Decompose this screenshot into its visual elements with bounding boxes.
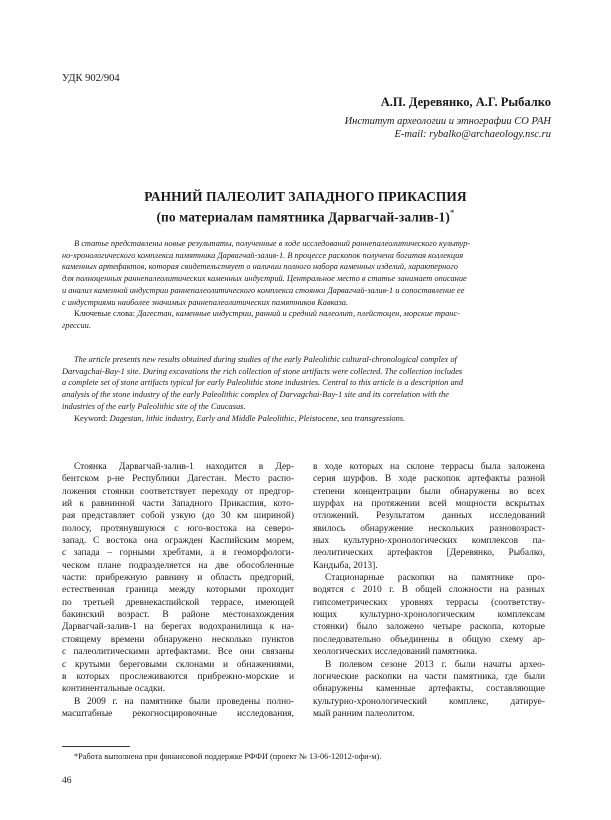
abstract-en-line: a complete set of stone artifacts typical for early Paleolithic stone industries. Central to this article is a description and	[62, 378, 464, 388]
body-column-right	[313, 461, 545, 720]
body-line: запад. С востока она огражден Каспийским морем,	[62, 536, 294, 547]
body-line: бакинский возраст. В районе местонахождения	[62, 610, 294, 621]
abstract-en	[62, 354, 551, 424]
title-line-1: РАННИЙ ПАЛЕОЛИТ ЗАПАДНОГО ПРИКАСПИЯ	[144, 189, 467, 204]
email: E-mail: rybalko@archaeology.nsc.ru	[394, 129, 551, 140]
keywords-ru-label: Ключевые слова:	[74, 309, 135, 319]
abstract-ru-line: но-хронологического комплекса памятника Дарвагчай-залив-1. В процессе раскопок получена богатая коллекция	[62, 250, 464, 260]
keywords-ru-cont	[62, 320, 551, 332]
body-column-left	[62, 461, 294, 720]
body-line: В 2009 г. на памятнике были проведены полно-	[74, 696, 294, 707]
abstract-ru-line: и анализ каменной индустрии раннепалеолитического комплекса стоянки Дарвагчай-залив-1 и сопоставление ее	[62, 285, 465, 295]
institution: Институт археологии и этнографии СО РАН	[344, 116, 551, 127]
body-line: степени концентрации были обнаружены во всех	[313, 486, 545, 497]
authors: А.П. Деревянко, А.Г. Рыбалко	[380, 95, 551, 109]
body-line: Стационарные раскопки на памятнике про-	[325, 573, 545, 584]
abstract-en-line: industries of the early Paleolithic site of the Caucasus.	[62, 401, 246, 411]
body-line: рая представляет собой узкую (до 30 км шириной)	[62, 511, 294, 522]
body-line: с крутыми береговыми склонами и обнажениями,	[62, 659, 294, 670]
body-line: ий к равнинной части Западного Прикаспия, кото-	[62, 499, 294, 510]
body-line: последовательно объединены в общую схему ар-	[313, 634, 545, 645]
body-line: Дарвагчай-залив-1 на берегах водохранилища к на-	[62, 622, 294, 633]
footnote: *Работа выполнена при финансовой поддержке РФФИ (проект № 13-06-12012-офи-м).	[74, 752, 382, 761]
body-line: ющих культурно-хронологическим комплексам	[313, 610, 545, 621]
body-line: гипсометрических уровнях террасы (соответству-	[313, 597, 545, 608]
body-line: в которых прослеживаются прибрежно-морские и	[62, 671, 294, 682]
body-line: ческом плане подразделяется на две обособленные	[62, 560, 294, 571]
title-line-2	[60, 205, 551, 225]
body-line: по третьей древнекаспийской террасе, имеющей	[62, 597, 294, 608]
keywords-en	[62, 413, 551, 425]
keywords-en-value: Dagestan, lithic industry, Early and Middle Paleolithic, Pleistocene, sea transgressions.	[109, 413, 406, 423]
abstract-en-line: Darvagchai-Bay-1 site. During excavations the rich collection of stone artifacts were collected. The collection includes	[62, 366, 463, 376]
body-line: Стоянка Дарвагчай-залив-1 находится в Дер-	[74, 462, 294, 472]
body-line: леолитических артефактов [Деревянко, Рыбалко,	[313, 548, 545, 559]
body-line: стоянки) было заложено четыре раскопа, которые	[313, 622, 545, 633]
body-line: стоящему времени обнаружено несколько пунктов	[62, 634, 294, 645]
body-line: естественная граница между которыми проходит	[62, 585, 294, 596]
keywords-ru-value: Дагестан, каменные индустрии, ранний и средний палеолит, плейстоцен, морские транс-	[137, 309, 460, 319]
body-line: бентском р-не Республики Дагестан. Место распо-	[62, 474, 294, 485]
keywords-ru-value-2: грессии.	[62, 320, 91, 330]
affiliation-block	[345, 115, 551, 141]
body-line: обнаружены каменные артефакты, составляющие	[313, 684, 545, 695]
body-line: части: прибрежную равнину и область предгорий,	[62, 573, 294, 584]
article-title	[60, 188, 551, 225]
abstract-ru	[62, 238, 551, 332]
abstract-ru-line: с индустриями наиболее значимых раннепалеолитических памятников Кавказа.	[62, 297, 349, 307]
body-line: мый ранним палеолитом.	[313, 708, 415, 719]
body-line: ложения стоянки соответствует переходу от предгор-	[62, 486, 294, 497]
body-line: отложений. Результатом данных исследований	[313, 511, 545, 522]
abstract-en-line: analysis of the stone industry of the early Paleolithic complex of Darvagchai-Bay-1 site and its correlation with the	[62, 390, 449, 400]
body-line: Кандыба, 2013].	[313, 560, 378, 571]
abstract-ru-line: для полноценных раннепалеолитических каменных индустрий. Центральное место в статье занимает описание	[62, 274, 467, 284]
body-line: континентальные осадки.	[62, 684, 166, 695]
body-line: с палеолитическими артефактами. Все они связаны	[62, 647, 294, 658]
body-line: с запада – горными хребтами, а в геоморфологи-	[62, 548, 294, 559]
title-footnote-mark: *	[449, 208, 455, 218]
body-line: масштабные рекогносцировочные исследования,	[62, 708, 294, 719]
abstract-ru-line: В статье представлены новые результаты, полученные в ходе исследований раннепалеолитического культур-	[74, 239, 471, 248]
body-line: шурфах на протяжении всей мощности вскрытых	[313, 499, 545, 510]
body-line: ных культурно-хронологических комплексов па-	[313, 536, 545, 547]
title-line-2-text: (по материалам памятника Дарвагчай-залив-1)	[156, 209, 450, 225]
body-line: полосу, протянувшуюся с юго-востока на северо-	[62, 523, 294, 534]
body-line: хеологических исследований памятника.	[313, 647, 478, 658]
udk-code: УДК 902/904	[62, 73, 120, 84]
keywords-en-label: Keyword:	[74, 413, 108, 423]
page-number: 46	[62, 776, 72, 786]
abstract-ru-line: каменных артефактов, которая свидетельствует о наличии полного набора каменных изделий, характерного	[62, 262, 458, 272]
body-line: водятся с 2010 г. В общей сложности на разных	[313, 585, 545, 596]
body-line: серия шурфов. В ходе раскопок артефакты разной	[313, 474, 545, 485]
body-line: культурно-хронологический комплекс, датируе-	[313, 696, 545, 707]
abstract-en-line: The article presents new results obtained during studies of the early Paleolithic cultural-chronological complex of	[74, 355, 457, 364]
body-line: логические раскопки на части памятника, где были	[313, 671, 545, 682]
body-line: в ходе которых на склоне террасы была заложена	[313, 462, 545, 472]
footnote-divider	[62, 746, 130, 747]
body-line: явилось обнаружение нескольких разновозраст-	[313, 523, 545, 534]
keywords-ru	[62, 308, 551, 320]
body-line: В полевом сезоне 2013 г. были начаты архео-	[325, 659, 545, 670]
